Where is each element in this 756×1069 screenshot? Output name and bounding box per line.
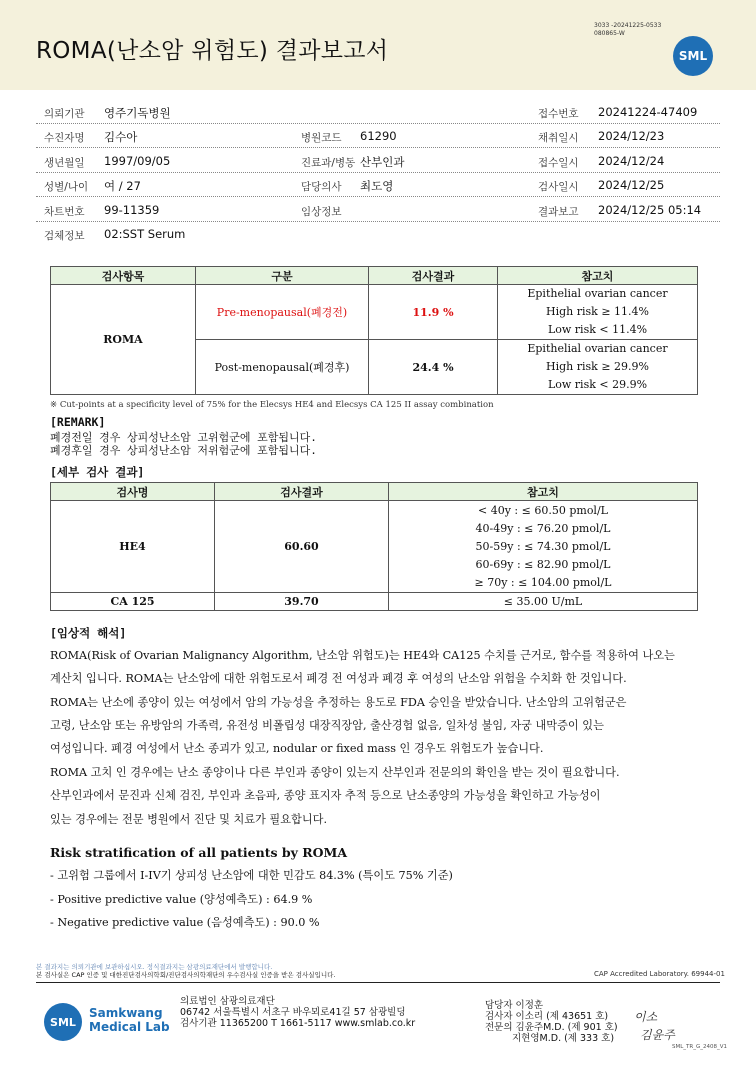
reference-line: Low risk < 11.4% xyxy=(547,323,648,336)
staff-line: 담당자 이정훈 xyxy=(485,1000,544,1011)
table-row xyxy=(51,501,698,593)
label-dept: 진료과/병동 xyxy=(301,157,356,169)
label-chart-no: 차트번호 xyxy=(44,206,85,218)
signature: 김윤주 xyxy=(640,1028,675,1042)
value-hospital: 영주기독병원 xyxy=(104,106,171,120)
risk-line: - Positive predictive value (양성예측도) : 64.9 % xyxy=(50,893,313,906)
staff-line: 지현영M.D. (제 333 호) xyxy=(512,1033,615,1044)
value-specimen: 02:SST Serum xyxy=(104,227,186,241)
label-dob: 생년월일 xyxy=(44,157,85,169)
clinical-line: ROMA 고치 인 경우에는 난소 종양이나 다른 부인과 종양이 있는지 산부인과 전문의의 확인을 받는 것이 필요합니다. xyxy=(50,766,620,779)
brand-line: Medical Lab xyxy=(89,1020,170,1034)
reference-line: 50-59y : ≤ 74.30 pmol/L xyxy=(475,539,611,553)
detail-table xyxy=(50,482,698,611)
brand-name xyxy=(89,1006,170,1034)
col-header: 검사명 xyxy=(51,483,215,501)
value-report-date: 2024/12/25 05:14 xyxy=(598,203,702,217)
reference-line: Epithelial ovarian cancer xyxy=(527,287,668,300)
roma-table xyxy=(50,266,698,395)
reference-line: 60-69y : ≤ 82.90 pmol/L xyxy=(475,557,611,571)
staff-line: 전문의 김윤주M.D. (제 901 호) xyxy=(485,1022,618,1033)
result-pre: 11.9 % xyxy=(369,285,498,340)
remark-line: 폐경전일 경우 상피성난소암 고위험군에 포함됩니다. xyxy=(50,431,317,444)
remark-text xyxy=(50,431,317,457)
reference-ca125: ≤ 35.00 U/mL xyxy=(389,593,698,611)
label-receipt-no: 접수번호 xyxy=(538,108,579,120)
reference-line: < 40y : ≤ 60.50 pmol/L xyxy=(478,503,608,517)
org-line: 의료법인 삼광의료재단 xyxy=(180,996,275,1007)
label-name: 수진자명 xyxy=(44,132,85,144)
form-code: SML_TR_G_2408_V1 xyxy=(672,1044,728,1050)
clinical-line: 산부인과에서 문진과 신체 검진, 부인과 초음파, 종양 표지자 추적 등으로 난소종양의 가능성을 확인하고 가능성이 xyxy=(50,789,601,802)
label-sex-age: 성별/나이 xyxy=(44,181,89,193)
cutpoint-footnote: ※ Cut-points at a specificity level of 75% for the Elecsys HE4 and Elecsys CA 125 II assay combination xyxy=(50,400,494,410)
result-post: 24.4 % xyxy=(369,340,498,395)
clinical-line: 고령, 난소암 또는 유방암의 가족력, 유전성 비폴립성 대장직장암, 출산경험 없음, 일차성 불임, 자궁 내막증이 있는 xyxy=(50,719,604,732)
value-collect-date: 2024/12/23 xyxy=(598,129,665,143)
report-header xyxy=(0,0,756,90)
value-doctor: 최도영 xyxy=(360,179,394,193)
table-row xyxy=(51,285,698,340)
table-header-row xyxy=(51,483,698,501)
remark-line: 폐경후일 경우 상피성난소암 저위험군에 포함됩니다. xyxy=(50,444,317,457)
signature: 이소 xyxy=(634,1010,658,1024)
category-post: Post-menopausal(폐경후) xyxy=(196,340,369,395)
reference-line: ≥ 70y : ≤ 104.00 pmol/L xyxy=(474,575,612,589)
reference-pre xyxy=(498,285,698,340)
label-collect-date: 채취일시 xyxy=(538,132,579,144)
col-header: 참고치 xyxy=(498,267,698,285)
document-code-line: 080865-W xyxy=(594,30,625,37)
col-header: 검사결과 xyxy=(369,267,498,285)
brand-line: Samkwang xyxy=(89,1006,163,1020)
value-hospital-code: 61290 xyxy=(360,129,397,143)
detail-title: [세부 검사 결과] xyxy=(50,465,145,479)
label-hospital: 의뢰기관 xyxy=(44,108,85,120)
reference-post xyxy=(498,340,698,395)
footer-note: 본 검사실은 CAP 인증 및 대한진단검사의학회/진단검사의학재단의 우수검사실 인증을 받은 검사실입니다. xyxy=(36,971,336,979)
divider xyxy=(36,196,720,197)
sml-footer-logo: SML xyxy=(44,1003,82,1041)
reference-line: 40-49y : ≤ 76.20 pmol/L xyxy=(475,521,611,535)
col-header: 검사항목 xyxy=(51,267,196,285)
result-ca125: 39.70 xyxy=(215,593,389,611)
value-receipt-date: 2024/12/24 xyxy=(598,154,665,168)
clinical-title: [임상적 해석] xyxy=(50,626,127,640)
reference-line: High risk ≥ 29.9% xyxy=(546,360,649,373)
staff-line: 검사자 이소리 (제 43651 호) xyxy=(485,1011,609,1022)
table-header-row xyxy=(51,267,698,285)
value-test-date: 2024/12/25 xyxy=(598,178,665,192)
org-line: 검사기관 11365200 T 1661-5117 www.smlab.co.kr xyxy=(180,1018,416,1029)
value-name: 김수아 xyxy=(104,130,138,144)
remark-title: [REMARK] xyxy=(50,415,106,429)
value-dept: 산부인과 xyxy=(360,155,405,169)
clinical-line: 여성입니다. 폐경 여성에서 난소 종괴가 있고, nodular or fixed mass 인 경우도 위험도가 높습니다. xyxy=(50,742,544,755)
value-sex-age: 여 / 27 xyxy=(104,179,141,193)
document-code xyxy=(594,22,661,38)
divider xyxy=(36,221,720,222)
label-receipt-date: 접수일시 xyxy=(538,157,579,169)
clinical-line: ROMA는 난소에 종양이 있는 여성에서 암의 가능성을 추정하는 용도로 FDA 승인을 받았습니다. 난소암의 고위험군은 xyxy=(50,696,627,709)
risk-title: Risk stratification of all patients by ROMA xyxy=(50,845,348,860)
divider xyxy=(36,172,720,173)
document-code-line: 3033 -20241225-0533 xyxy=(594,22,662,29)
value-receipt-no: 20241224-47409 xyxy=(598,105,698,119)
report-title: ROMA(난소암 위험도) 결과보고서 xyxy=(36,38,389,64)
label-test-date: 검사일시 xyxy=(538,181,579,193)
col-header: 참고치 xyxy=(389,483,698,501)
test-name-he4: HE4 xyxy=(51,501,215,593)
divider xyxy=(36,123,720,124)
label-clinical: 임상정보 xyxy=(301,206,342,218)
staff-info xyxy=(485,1000,618,1044)
label-hospital-code: 병원코드 xyxy=(301,132,342,144)
footer-divider xyxy=(36,982,720,983)
cap-accreditation: CAP Accredited Laboratory. 69944-01 xyxy=(594,970,725,978)
label-specimen: 검체정보 xyxy=(44,230,85,242)
clinical-line: ROMA(Risk of Ovarian Malignancy Algorithm, 난소암 위험도)는 HE4와 CA125 수치를 근거로, 함수를 적용하여 나오는 xyxy=(50,649,675,662)
test-name-roma: ROMA xyxy=(51,285,196,395)
reference-line: Epithelial ovarian cancer xyxy=(527,342,668,355)
label-report-date: 결과보고 xyxy=(538,206,579,218)
result-he4: 60.60 xyxy=(215,501,389,593)
reference-he4 xyxy=(389,501,698,593)
org-line: 06742 서울특별시 서초구 바우뫼로41길 57 삼광빌딩 xyxy=(180,1007,406,1018)
col-header: 검사결과 xyxy=(215,483,389,501)
sml-logo: SML xyxy=(673,36,713,76)
table-row xyxy=(51,593,698,611)
divider xyxy=(36,147,720,148)
reference-line: High risk ≥ 11.4% xyxy=(546,305,649,318)
col-header: 구분 xyxy=(196,267,369,285)
footer-note: 본 결과지는 의뢰기관에 보관하십시오. 정식결과지는 삼광의료재단에서 발행합니다. xyxy=(36,963,273,971)
reference-line: Low risk < 29.9% xyxy=(547,378,648,391)
value-dob: 1997/09/05 xyxy=(104,154,171,168)
clinical-line: 있는 경우에는 전문 병원에서 진단 및 치료가 필요합니다. xyxy=(50,813,328,826)
clinical-line: 계산치 입니다. ROMA는 난소암에 대한 위험도로서 폐경 전 여성과 폐경 후 여성의 난소암 위험을 수치화 한 것입니다. xyxy=(50,672,627,685)
organization-info xyxy=(180,996,415,1029)
risk-line: - 고위험 그룹에서 I-IV기 상피성 난소암에 대한 민감도 84.3% (특이도 75% 기준) xyxy=(50,869,453,882)
label-doctor: 담당의사 xyxy=(301,181,342,193)
value-chart-no: 99-11359 xyxy=(104,203,160,217)
test-name-ca125: CA 125 xyxy=(51,593,215,611)
category-pre: Pre-menopausal(폐경전) xyxy=(196,285,369,340)
risk-line: - Negative predictive value (음성예측도) : 90.0 % xyxy=(50,916,320,929)
